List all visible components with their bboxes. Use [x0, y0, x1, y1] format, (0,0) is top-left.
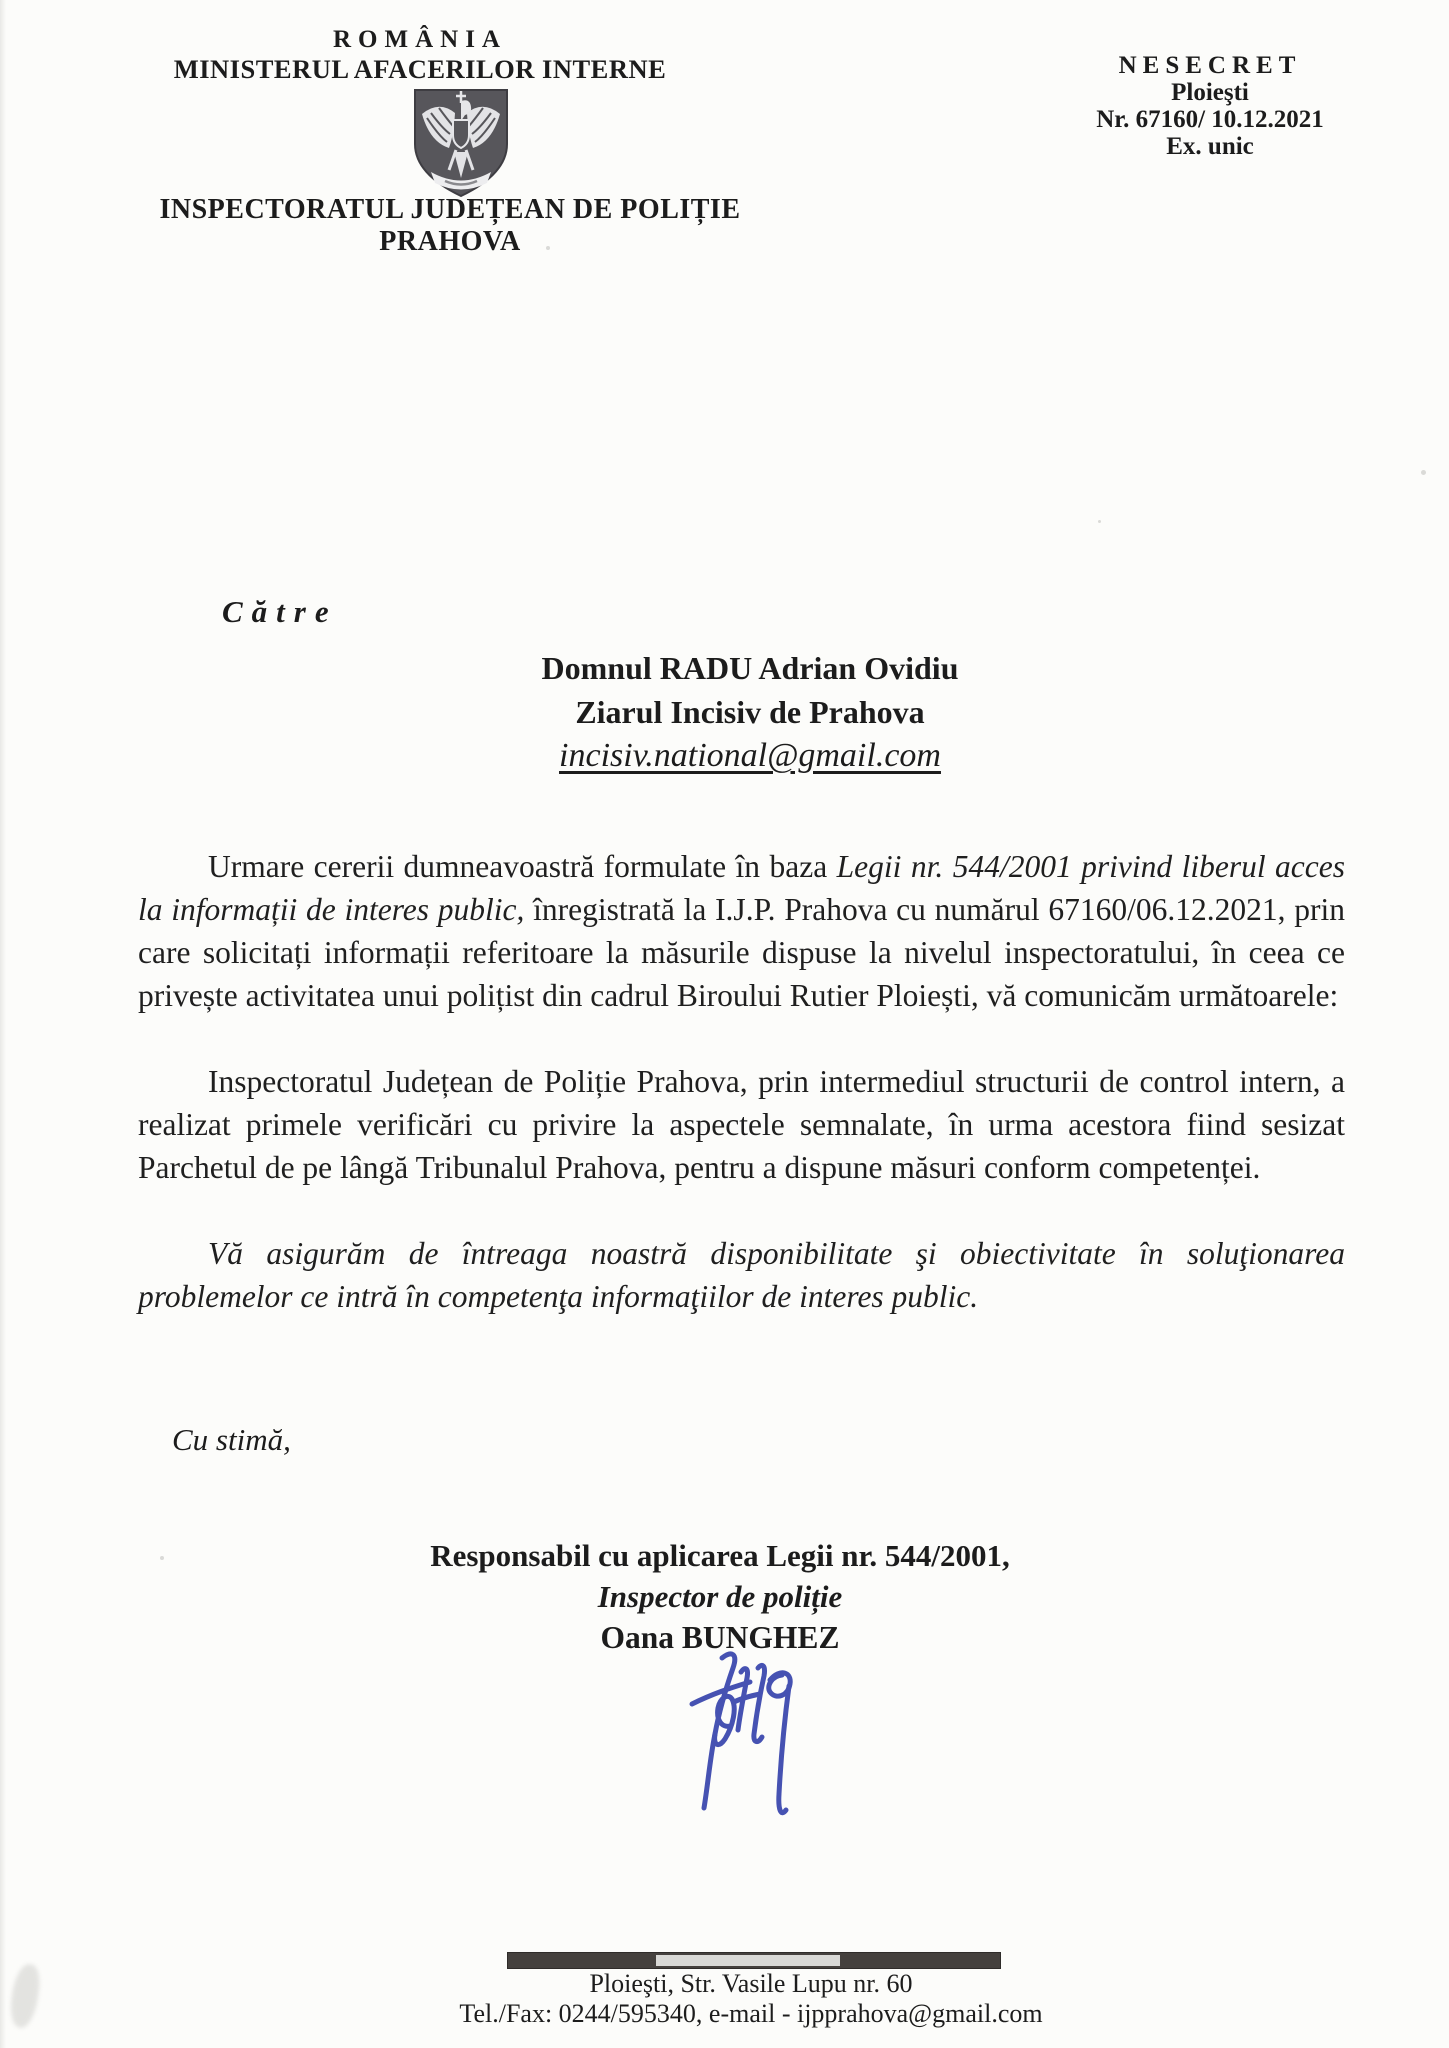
- signer-name: Oana BUNGHEZ: [600, 1620, 840, 1655]
- scan-speck: [160, 1556, 164, 1560]
- salutation: Către: [222, 594, 338, 629]
- closing-formula: Cu stimă,: [172, 1422, 291, 1457]
- recipient-block: [430, 646, 1070, 778]
- paragraph-1-rest: înregistrată la I.J.P. Prahova cu numărul 67160/06.12.2021, prin care solicitați informații referitoare la măsurile dispuse la nivelul inspectoratului, în ceea ce privește activitatea unui polițist din cadrul Biroului Rutier Ploiești, vă comunicăm următoarele:: [138, 892, 1345, 1013]
- recipient-name: Domnul RADU Adrian Ovidiu: [541, 650, 959, 686]
- ministry-name: MINISTERUL AFACERILOR INTERNE: [173, 54, 667, 84]
- classification-block: [1040, 52, 1380, 160]
- signature-block: [260, 1535, 1180, 1658]
- footer-address: Ploieşti, Str. Vasile Lupu nr. 60: [589, 1969, 913, 1998]
- body-paragraph-1: [138, 845, 1345, 1017]
- footer-divider: [507, 1952, 1001, 1969]
- scan-speck: [1421, 470, 1426, 475]
- scan-speck: [1098, 520, 1101, 523]
- registration-number: Nr. 67160/ 10.12.2021: [1096, 106, 1324, 133]
- recipient-email: incisiv.national@gmail.com: [559, 737, 941, 774]
- scan-smudge: [8, 1963, 43, 2030]
- body-paragraph-3: Vă asigurăm de întreaga noastră disponibilitate şi obiectivitate în soluţionarea problemelor ce intră în competenţa informaţiilor de interes public.: [138, 1236, 1345, 1314]
- classification-level: NESECRET: [1118, 52, 1302, 79]
- inspectorate-name: INSPECTORATUL JUDEȚEAN DE POLIȚIE PRAHOVA: [159, 194, 741, 257]
- body-paragraph-2: Inspectoratul Județean de Poliție Prahova, prin intermediul structurii de control intern, a realizat primele verificări cu privire la aspectele semnalate, în urma acestora fiind sesizat Parchetul de pe lângă Tribunalul Prahova, pentru a dispune măsuri conform competenței.: [138, 1064, 1345, 1185]
- footer-divider-light-segment: [656, 1955, 841, 1966]
- recipient-organization: Ziarul Incisiv de Prahova: [575, 694, 925, 730]
- signer-title: Inspector de poliție: [597, 1579, 843, 1614]
- paragraph-1-law-reference: Legii nr. 544/2001 privind liberul acces la informații de interes public,: [138, 849, 1346, 927]
- handwritten-signature-icon: [686, 1646, 801, 1831]
- country-name: ROMÂNIA: [333, 26, 507, 53]
- footer-contact: Tel./Fax: 0244/595340, e-mail - ijpprahova@gmail.com: [459, 1998, 1043, 2028]
- paragraph-1-lead: Urmare cererii dumneavoastră formulate în baza: [208, 849, 837, 884]
- footer-block: [351, 1969, 1151, 2028]
- letter-body: [138, 845, 1345, 1346]
- scan-speck: [546, 246, 550, 250]
- copy-designation: Ex. unic: [1166, 133, 1254, 160]
- signer-role: Responsabil cu aplicarea Legii nr. 544/2001,: [430, 1538, 1010, 1573]
- classification-city: Ploieşti: [1171, 79, 1249, 106]
- coat-of-arms-icon: [409, 86, 513, 200]
